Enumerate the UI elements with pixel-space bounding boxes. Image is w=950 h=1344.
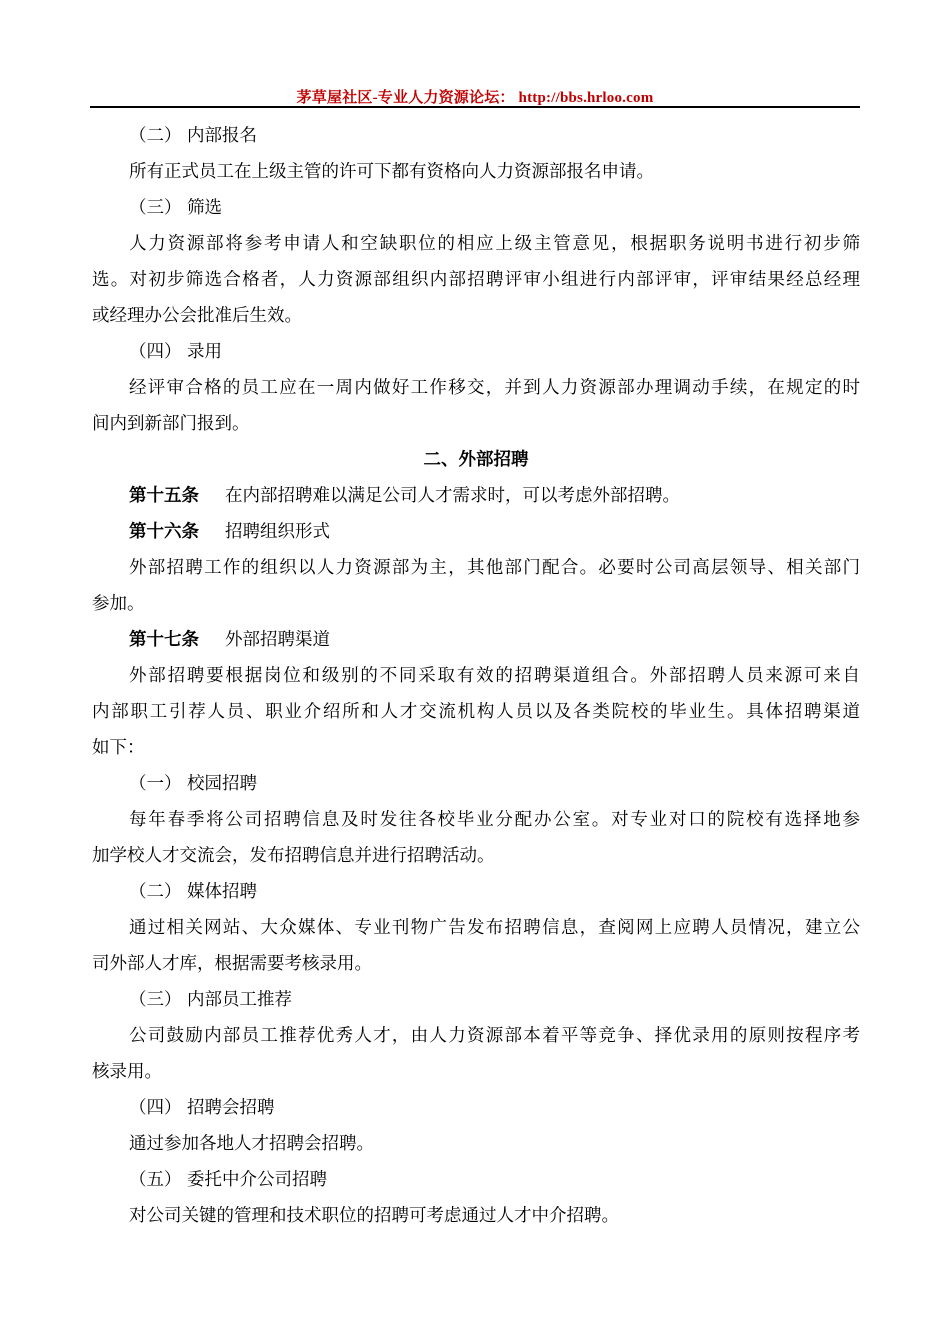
paragraph-line: 选。对初步筛选合格者，人力资源部组织内部招聘评审小组进行内部评审，评审结果经总经理 [92, 270, 860, 290]
paragraph-line: 间内到新部门报到。 [92, 414, 250, 434]
paragraph-line: 参加。 [92, 594, 145, 614]
article-text: 在内部招聘难以满足公司人才需求时，可以考虑外部招聘。 [225, 486, 680, 506]
paragraph-line: 或经理办公会批准后生效。 [92, 306, 302, 326]
subsection-heading [92, 118, 860, 154]
subsection-number: （一） [129, 774, 182, 794]
subsection-title: 媒体招聘 [187, 882, 257, 902]
article-number: 第十六条 [129, 522, 199, 542]
paragraph-line: 内部职工引荐人员、职业介绍所和人才交流机构人员以及各类院校的毕业生。具体招聘渠道 [92, 702, 860, 722]
subsection-number: （五） [129, 1170, 182, 1190]
article-number: 第十五条 [129, 486, 199, 506]
section-heading: 二、外部招聘 [423, 450, 529, 470]
paragraph-line: 外部招聘工作的组织以人力资源部为主，其他部门配合。必要时公司高层领导、相关部门 [129, 558, 860, 578]
subsection-number: （三） [129, 198, 182, 218]
subsection-title: 内部员工推荐 [187, 990, 292, 1010]
header-divider [90, 106, 860, 108]
paragraph-line: 对公司关键的管理和技术职位的招聘可考虑通过人才中介招聘。 [129, 1206, 619, 1226]
subsection-number: （四） [129, 1098, 182, 1118]
paragraph-line: 核录用。 [92, 1062, 162, 1082]
subsection-title: 筛选 [187, 198, 222, 218]
subsection-heading [92, 1090, 860, 1126]
subsection-number: （二） [129, 882, 182, 902]
subsection-number: （二） [129, 126, 182, 146]
paragraph-line: 通过参加各地人才招聘会招聘。 [129, 1134, 374, 1154]
subsection-heading [92, 1162, 860, 1198]
paragraph-line: 通过相关网站、大众媒体、专业刊物广告发布招聘信息，查阅网上应聘人员情况，建立公 [129, 918, 860, 938]
paragraph-line: 公司鼓励内部员工推荐优秀人才，由人力资源部本着平等竞争、择优录用的原则按程序考 [129, 1026, 860, 1046]
article-text: 招聘组织形式 [225, 522, 330, 542]
article-line [92, 478, 860, 514]
subsection-heading [92, 874, 860, 910]
article-line [92, 622, 860, 658]
subsection-heading [92, 982, 860, 1018]
paragraph-line: 加学校人才交流会，发布招聘信息并进行招聘活动。 [92, 846, 495, 866]
subsection-heading [92, 190, 860, 226]
subsection-heading [92, 334, 860, 370]
document-body [92, 118, 860, 1234]
paragraph-line: 如下： [92, 738, 145, 758]
paragraph-line: 经评审合格的员工应在一周内做好工作移交，并到人力资源部办理调动手续，在规定的时 [129, 378, 860, 398]
subsection-number: （三） [129, 990, 182, 1010]
paragraph-line: 每年春季将公司招聘信息及时发往各校毕业分配办公室。对专业对口的院校有选择地参 [129, 810, 860, 830]
subsection-heading [92, 766, 860, 802]
subsection-title: 录用 [187, 342, 222, 362]
subsection-title: 招聘会招聘 [187, 1098, 275, 1118]
article-line [92, 514, 860, 550]
subsection-title: 委托中介公司招聘 [187, 1170, 327, 1190]
paragraph-line: 所有正式员工在上级主管的许可下都有资格向人力资源部报名申请。 [129, 162, 654, 182]
article-number: 第十七条 [129, 630, 199, 650]
subsection-title: 校园招聘 [187, 774, 257, 794]
subsection-number: （四） [129, 342, 182, 362]
paragraph-line: 人力资源部将参考申请人和空缺职位的相应上级主管意见，根据职务说明书进行初步筛 [129, 234, 860, 254]
subsection-title: 内部报名 [187, 126, 257, 146]
paragraph-line: 司外部人才库，根据需要考核录用。 [92, 954, 372, 974]
page-header: 茅草屋社区-专业人力资源论坛： http://bbs.hrloo.com [296, 90, 654, 106]
article-text: 外部招聘渠道 [225, 630, 330, 650]
paragraph-line: 外部招聘要根据岗位和级别的不同采取有效的招聘渠道组合。外部招聘人员来源可来自 [129, 666, 860, 686]
